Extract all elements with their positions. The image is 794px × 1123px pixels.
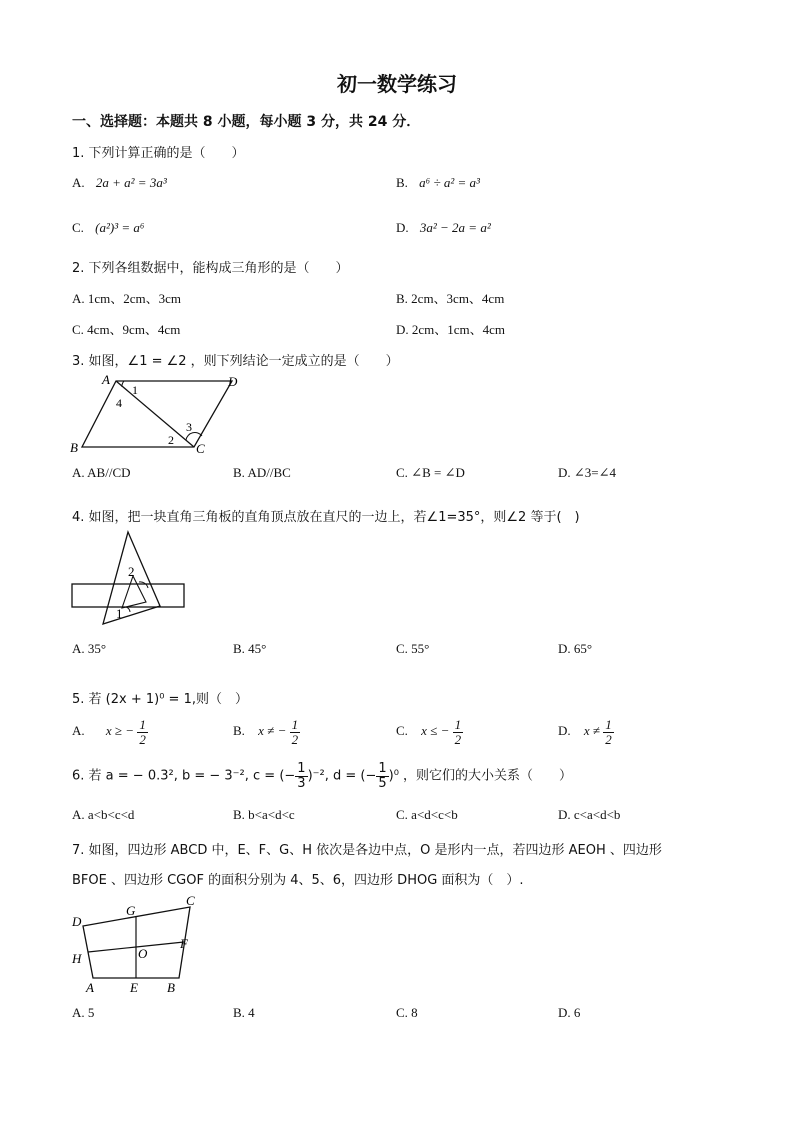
- q5-option-a-num: 1: [139, 717, 146, 732]
- q7-label-e: E: [130, 980, 138, 995]
- question-2-stem: 2. 下列各组数据中，能构成三角形的是（ ）: [72, 261, 349, 276]
- section-heading: 一、选择题：本题共 8 小题，每小题 3 分，共 24 分．: [72, 114, 421, 130]
- page-title: 初一数学练习: [337, 72, 457, 96]
- question-1-stem: 1. 下列计算正确的是（ ）: [72, 146, 245, 161]
- q7-label-o: O: [138, 946, 148, 961]
- q5-option-b-label: B.: [233, 723, 245, 739]
- q6-d-num: 1: [378, 761, 387, 776]
- q5-option-a-den: 2: [139, 731, 146, 747]
- q7-option-c[interactable]: C. 8: [396, 1005, 418, 1020]
- q4-angle-1: 1: [116, 606, 123, 621]
- q5-option-d[interactable]: [558, 718, 614, 746]
- q1-option-a-text: 2a + a² = 3a³: [95, 175, 167, 190]
- question-5-stem: 5. 若 (2x + 1)⁰ = 1,则（ ）: [72, 692, 248, 707]
- q1-option-b-text: a⁶ ÷ a² = a³: [419, 175, 480, 190]
- question-7-stem-line1: 7. 如图，四边形 ABCD 中，E、F、G、H 依次是各边中点，O 是形内一点，若四边形 AEOH 、四边形: [72, 843, 662, 858]
- q6-option-b[interactable]: B. b<a<d<c: [233, 807, 295, 822]
- q2-option-b[interactable]: B. 2cm、3cm、4cm: [396, 291, 505, 306]
- q2-option-a[interactable]: A. 1cm、2cm、3cm: [72, 291, 182, 306]
- question-4-stem: 4. 如图，把一块直角三角板的直角顶点放在直尺的一边上，若∠1=35°，则∠2 等于( ): [72, 510, 580, 525]
- q5-option-c[interactable]: [396, 718, 463, 746]
- q3-label-d: D: [228, 374, 238, 389]
- q5-option-c-den: 2: [454, 731, 462, 747]
- q5-option-a-label: A.: [72, 723, 85, 739]
- q1-option-c-text: (a²)³ = a⁶: [95, 220, 145, 235]
- q3-angle-1: 1: [132, 383, 138, 397]
- q3-option-c[interactable]: C. ∠B = ∠D: [396, 465, 465, 480]
- q4-option-d[interactable]: D. 65°: [558, 641, 593, 656]
- q7-option-a[interactable]: A. 5: [72, 1005, 95, 1020]
- q3-angle-4: 4: [116, 396, 122, 410]
- q1-option-d-text: 3a² − 2a = a²: [419, 220, 491, 235]
- q7-option-b[interactable]: B. 4: [233, 1005, 255, 1020]
- q5-option-a-expr: x ≥ −: [105, 723, 135, 739]
- q3-parallelogram-figure: [66, 370, 256, 458]
- q3-angle-3: 3: [186, 420, 192, 434]
- q1-option-b-label: B.: [396, 175, 408, 190]
- q3-label-c: C: [196, 441, 205, 456]
- q5-option-b-num: 1: [291, 717, 299, 732]
- q7-label-g: G: [126, 903, 136, 918]
- q5-option-c-expr: x ≤ −: [421, 723, 450, 739]
- q7-label-f: F: [180, 936, 188, 951]
- q4-ruler-triangle-figure: [66, 528, 192, 628]
- q6-option-d[interactable]: D. c<a<d<b: [558, 807, 621, 822]
- q6-c-num: 1: [297, 761, 306, 776]
- q6-option-a[interactable]: A. a<b<c<d: [72, 807, 135, 822]
- q2-option-d[interactable]: D. 2cm、1cm、4cm: [396, 322, 506, 337]
- q1-option-b[interactable]: [396, 175, 480, 191]
- q5-option-d-den: 2: [605, 731, 612, 747]
- q1-option-d[interactable]: [396, 220, 491, 236]
- q4-option-a[interactable]: A. 35°: [72, 641, 107, 656]
- q1-option-c[interactable]: [72, 220, 144, 236]
- q5-option-d-num: 1: [605, 717, 612, 732]
- q6-option-c[interactable]: C. a<d<c<b: [396, 807, 458, 822]
- q4-option-b[interactable]: B. 45°: [233, 641, 267, 656]
- q7-label-b: B: [167, 980, 175, 995]
- question-6-stem: [72, 762, 572, 790]
- q5-option-b-expr: x ≠ −: [258, 723, 287, 739]
- q1-option-d-label: D.: [396, 220, 409, 235]
- q7-quadrilateral-figure: [66, 892, 216, 996]
- q2-option-c[interactable]: C. 4cm、9cm、4cm: [72, 322, 181, 337]
- q3-option-d[interactable]: D. ∠3=∠4: [558, 465, 617, 480]
- q5-option-d-expr: x ≠: [583, 723, 601, 739]
- q6-d-den: 5: [378, 775, 387, 791]
- q6-stem-part2: )⁻², d = (−: [307, 768, 377, 784]
- q1-option-a[interactable]: [72, 175, 167, 191]
- q1-option-a-label: A.: [72, 175, 85, 190]
- q3-option-a[interactable]: A. AB//CD: [72, 465, 131, 480]
- q4-option-c[interactable]: C. 55°: [396, 641, 430, 656]
- q5-option-a[interactable]: [72, 718, 148, 746]
- q3-angle-2: 2: [168, 433, 174, 447]
- question-3-stem: 3. 如图，∠1 = ∠2 ，则下列结论一定成立的是（ ）: [72, 354, 399, 369]
- q7-label-d: D: [72, 914, 82, 929]
- q3-label-a: A: [102, 372, 110, 387]
- q5-option-c-num: 1: [454, 717, 462, 732]
- q7-label-h: H: [72, 951, 82, 966]
- q7-label-c: C: [186, 893, 195, 908]
- q7-label-a: A: [86, 980, 94, 995]
- q4-angle-2: 2: [128, 564, 135, 579]
- q5-option-b-den: 2: [291, 731, 299, 747]
- q7-option-d[interactable]: D. 6: [558, 1005, 581, 1020]
- q5-option-c-label: C.: [396, 723, 408, 739]
- q5-option-d-label: D.: [558, 723, 571, 739]
- question-7-stem-line2: BFOE 、四边形 CGOF 的面积分别为 4、5、6，四边形 DHOG 面积为（ ）.: [72, 873, 524, 888]
- q3-option-b[interactable]: B. AD//BC: [233, 465, 291, 480]
- q6-c-den: 3: [297, 775, 306, 791]
- q3-label-b: B: [70, 440, 78, 455]
- q6-stem-part3: )⁰ ，则它们的大小关系（ ）: [388, 768, 573, 784]
- q5-option-b[interactable]: [233, 718, 300, 746]
- q1-option-c-label: C.: [72, 220, 84, 235]
- q6-stem-part1: 6. 若 a = − 0.3², b = − 3⁻², c = (−: [72, 768, 296, 784]
